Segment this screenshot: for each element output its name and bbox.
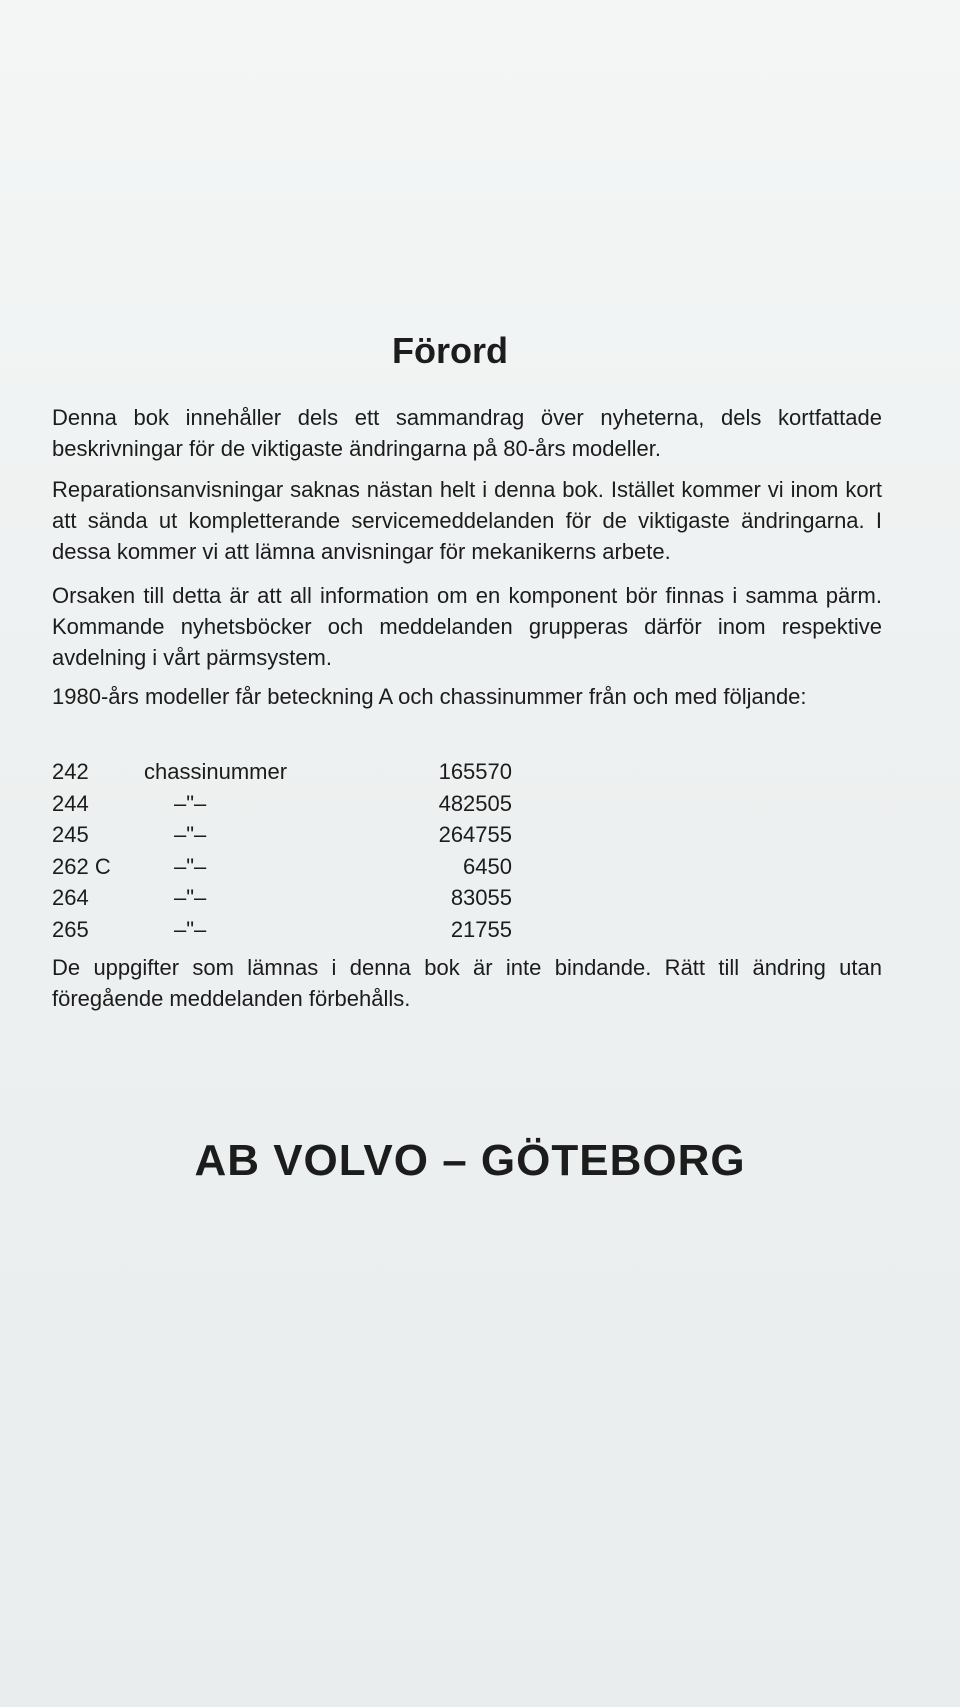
list-item — [52, 851, 512, 883]
ditto-mark: –"– — [174, 790, 207, 816]
chassis-number: 83055 — [450, 885, 512, 911]
ditto-mark: –"– — [174, 853, 207, 879]
model-code: 265 — [52, 916, 89, 942]
chassis-number: 264755 — [438, 822, 512, 848]
list-item — [52, 882, 512, 914]
chassis-number-list — [52, 756, 512, 946]
model-code: 262 C — [52, 853, 111, 879]
list-item — [52, 788, 512, 820]
paragraph-reason: Orsaken till detta är att all information om en komponent bör finnas i samma pärm. Kommande nyhetsböcker och meddelanden grupperas därför inom respektive avdelning i vårt pärmsystem. — [52, 583, 882, 670]
ditto-mark: –"– — [174, 885, 207, 911]
chassis-number: 165570 — [438, 759, 512, 784]
list-item — [52, 756, 512, 788]
publisher-footer: AB VOLVO – GÖTEBORG — [194, 1136, 746, 1185]
chassis-label: chassinummer — [144, 759, 288, 784]
page-title: Förord — [392, 330, 508, 371]
paragraph-model-designation: 1980-års modeller får beteckning A och chassinummer från och med följande: — [52, 684, 807, 709]
paragraph-disclaimer: De uppgifter som lämnas i denna bok är inte bindande. Rätt till ändring utan föregående meddelanden förbehålls. — [52, 955, 882, 1011]
ditto-mark: –"– — [174, 822, 207, 848]
ditto-mark: –"– — [174, 916, 207, 942]
paragraph-intro: Denna bok innehåller dels ett sammandrag över nyheterna, dels kortfattade beskrivningar för de viktigaste ändringarna på 80-års modeller. — [52, 405, 882, 461]
list-item — [52, 819, 512, 851]
chassis-number: 482505 — [438, 790, 512, 816]
model-code: 244 — [52, 790, 89, 816]
model-code: 264 — [52, 885, 89, 911]
model-code: 245 — [52, 822, 89, 848]
paragraph-repair-instructions: Reparationsanvisningar saknas nästan helt i denna bok. Istället kommer vi inom kort att sända ut kompletterande servicemeddelanden för de viktigaste ändringarna. I dessa kommer vi att lämna anvisningar för mekanikerns arbete. — [52, 477, 882, 564]
model-code: 242 — [52, 759, 89, 784]
list-item — [52, 914, 512, 946]
chassis-number: 21755 — [450, 916, 512, 942]
chassis-number: 6450 — [463, 853, 512, 879]
